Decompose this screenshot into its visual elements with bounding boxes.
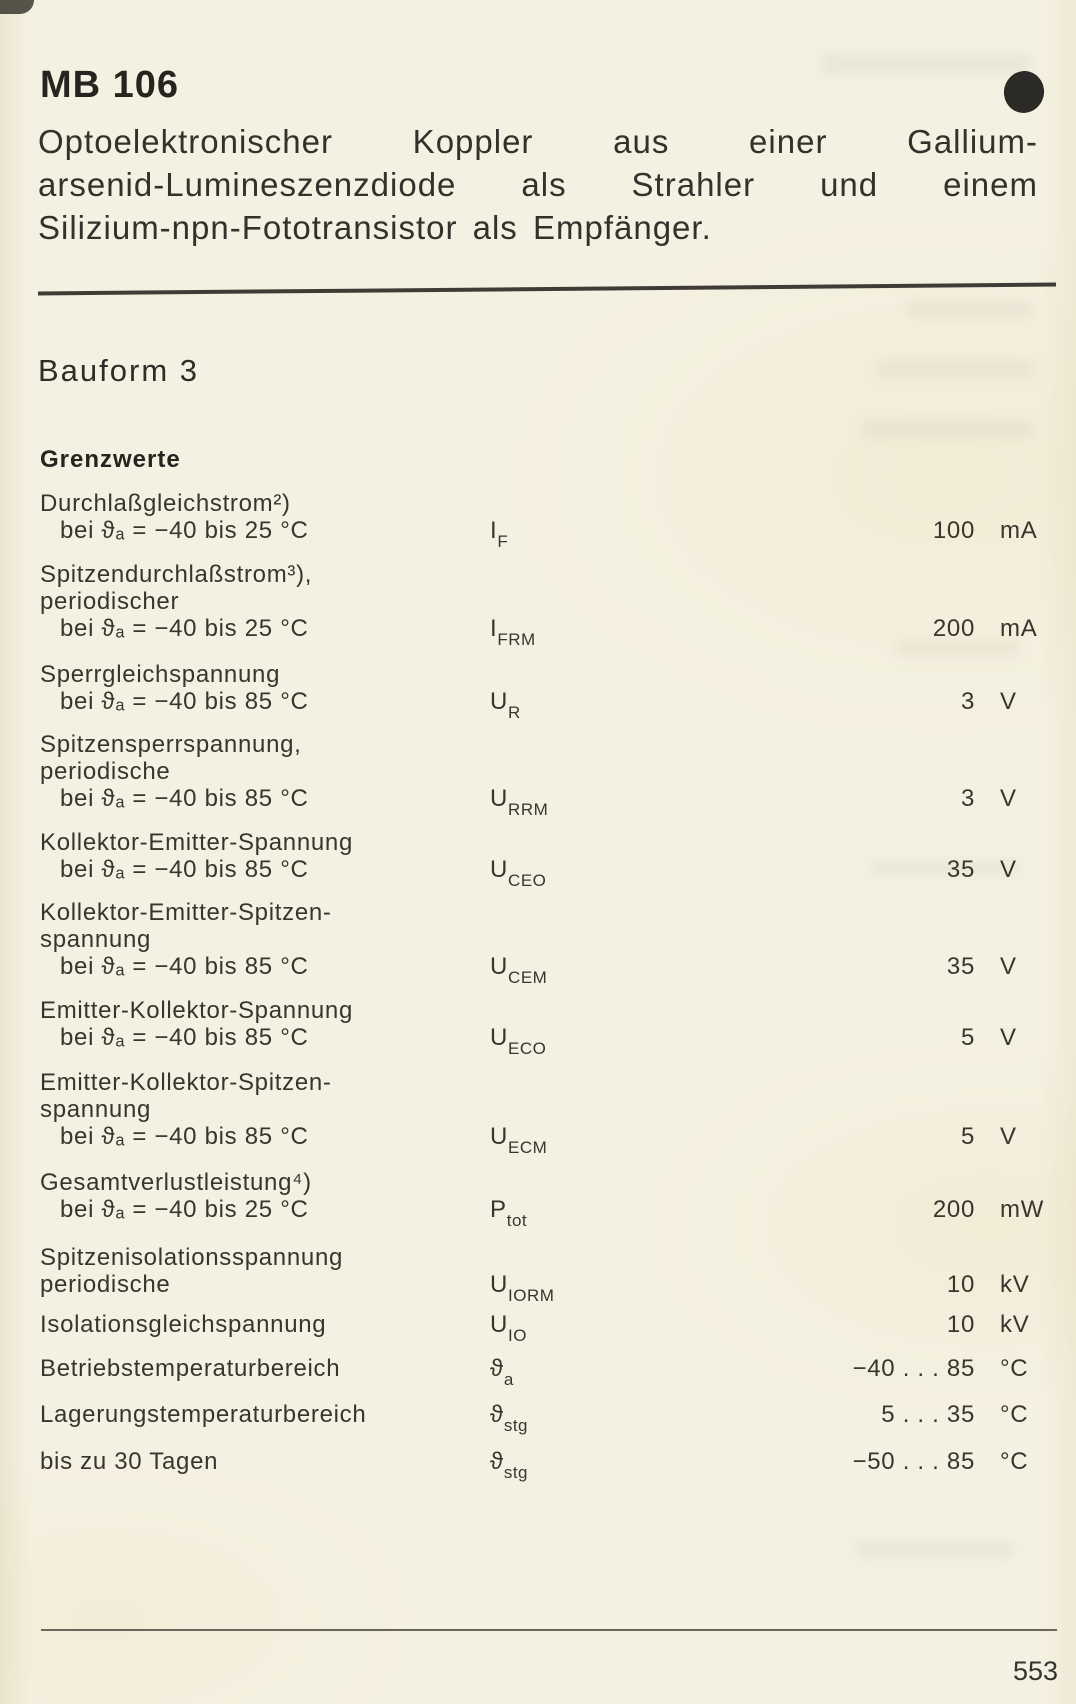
limit-row xyxy=(40,1169,1045,1230)
symbol-subscript: F xyxy=(497,532,509,551)
symbol-base: U xyxy=(490,856,509,883)
limit-row xyxy=(40,561,1040,649)
description-line: Silizium-npn-Fototransistor als Empfänger. xyxy=(38,209,712,246)
limit-value: 200 xyxy=(932,615,975,642)
limit-value: 100 xyxy=(932,517,975,544)
condition-line: bei ϑₐ = −40 bis 25 °C xyxy=(60,517,309,544)
print-through-smudge xyxy=(820,52,1030,76)
parameter-line: Emitter-Kollektor-Spitzen- xyxy=(40,1069,332,1096)
limit-row xyxy=(40,1448,1040,1482)
limit-row xyxy=(40,1355,1040,1389)
symbol xyxy=(490,953,548,987)
limit-unit: V xyxy=(1000,688,1017,715)
limit-row xyxy=(40,661,1040,722)
limit-value: 10 xyxy=(946,1271,975,1298)
parameter-line: Betriebstemperaturbereich xyxy=(40,1355,341,1382)
symbol-subscript: stg xyxy=(503,1463,529,1482)
limit-value: 3 xyxy=(960,688,975,715)
parameter-line: spannung xyxy=(40,1096,152,1123)
limit-value: 5 . . . 35 xyxy=(881,1401,975,1428)
limit-value: 35 xyxy=(946,953,975,980)
symbol xyxy=(490,688,521,722)
print-through-smudge xyxy=(875,360,1035,378)
symbol xyxy=(490,785,549,819)
print-through-smudge xyxy=(860,420,1035,438)
limit-unit: kV xyxy=(1000,1311,1030,1338)
symbol xyxy=(490,1401,529,1435)
symbol-subscript: CEM xyxy=(508,968,548,987)
limit-unit: mA xyxy=(1000,615,1038,642)
condition-line: bei ϑₐ = −40 bis 85 °C xyxy=(60,785,309,812)
description-line: arsenid-Lumineszenzdiode als Strahler und einem xyxy=(38,166,1038,203)
parameter-line: Spitzendurchlaßstrom³), xyxy=(40,561,313,588)
limit-unit: °C xyxy=(1000,1448,1029,1475)
parameter-line: spannung xyxy=(40,926,152,953)
limit-row xyxy=(40,829,1040,890)
symbol-base: ϑ xyxy=(490,1448,504,1475)
symbol-subscript: FRM xyxy=(497,630,536,649)
symbol-base: I xyxy=(490,615,498,642)
limit-row xyxy=(40,731,1040,819)
parameter-line: Emitter-Kollektor-Spannung xyxy=(40,997,354,1024)
symbol-base: U xyxy=(490,1123,509,1150)
symbol xyxy=(490,1024,547,1058)
symbol xyxy=(490,1311,527,1345)
limit-unit: kV xyxy=(1000,1271,1030,1298)
limit-unit: V xyxy=(1000,856,1017,883)
parameter-line: Lagerungstemperaturbereich xyxy=(40,1401,367,1428)
symbol xyxy=(490,1271,555,1305)
limit-row xyxy=(40,997,1040,1058)
condition-line: bei ϑₐ = −40 bis 85 °C xyxy=(60,1024,309,1051)
symbol-base: U xyxy=(490,1024,509,1051)
symbol-base: ϑ xyxy=(490,1401,504,1428)
limit-row xyxy=(40,1401,1040,1435)
limit-unit: V xyxy=(1000,1123,1017,1150)
limit-value: 35 xyxy=(946,856,975,883)
limit-value: 10 xyxy=(946,1311,975,1338)
print-through-smudge xyxy=(855,1540,1015,1558)
symbol xyxy=(490,856,547,890)
symbol xyxy=(490,615,536,649)
limit-unit: °C xyxy=(1000,1355,1029,1382)
symbol-base: P xyxy=(490,1196,507,1223)
limit-value: 5 xyxy=(960,1024,975,1051)
symbol-subscript: tot xyxy=(506,1211,528,1230)
limit-unit: V xyxy=(1000,785,1017,812)
limit-value: −50 . . . 85 xyxy=(852,1448,975,1475)
condition-line: bei ϑₐ = −40 bis 85 °C xyxy=(60,856,309,883)
bauform-heading: Bauform 3 xyxy=(38,353,200,388)
symbol xyxy=(490,1448,529,1482)
parameter-line: periodische xyxy=(40,758,171,785)
symbol-subscript: ECO xyxy=(508,1039,547,1058)
parameter-line: Isolationsgleichspannung xyxy=(40,1311,327,1338)
page-number: 553 xyxy=(1012,1656,1058,1686)
limit-row xyxy=(40,490,1040,551)
parameter-line: periodischer xyxy=(40,588,180,615)
grenzwerte-heading: Grenzwerte xyxy=(40,446,181,473)
limit-unit: °C xyxy=(1000,1401,1029,1428)
limit-row xyxy=(40,1244,1040,1305)
limit-row xyxy=(40,1311,1040,1345)
symbol-subscript: IO xyxy=(508,1326,527,1345)
parameter-line: Spitzensperrspannung, xyxy=(40,731,302,758)
product-description xyxy=(38,120,1038,249)
symbol-subscript: CEO xyxy=(508,871,547,890)
symbol-base: U xyxy=(490,785,509,812)
limit-unit: mW xyxy=(1000,1196,1045,1223)
limit-unit: mA xyxy=(1000,517,1038,544)
symbol-base: U xyxy=(490,1311,509,1338)
symbol-base: ϑ xyxy=(490,1355,504,1382)
parameter-line: Kollektor-Emitter-Spannung xyxy=(40,829,354,856)
page-title: MB 106 xyxy=(40,64,180,106)
parameter-line: Gesamtverlustleistung⁴) xyxy=(40,1169,312,1196)
limit-value: 200 xyxy=(932,1196,975,1223)
limit-value: 5 xyxy=(960,1123,975,1150)
symbol xyxy=(490,1196,528,1230)
condition-line: bei ϑₐ = −40 bis 85 °C xyxy=(60,1123,309,1150)
symbol-base: U xyxy=(490,953,509,980)
print-through-smudge xyxy=(895,640,1020,656)
parameter-line: Spitzenisolationsspannung xyxy=(40,1244,344,1271)
condition-line: bei ϑₐ = −40 bis 85 °C xyxy=(60,688,309,715)
parameter-line: Kollektor-Emitter-Spitzen- xyxy=(40,899,332,926)
symbol-subscript: a xyxy=(503,1370,514,1389)
limit-row xyxy=(40,1069,1040,1157)
symbol-subscript: stg xyxy=(503,1416,529,1435)
limit-unit: V xyxy=(1000,1024,1017,1051)
limit-unit: V xyxy=(1000,953,1017,980)
symbol-base: U xyxy=(490,688,509,715)
parameter-line: bis zu 30 Tagen xyxy=(40,1448,219,1475)
scan-artifact-corner xyxy=(0,0,34,14)
limit-value: 3 xyxy=(960,785,975,812)
footer-divider xyxy=(41,1629,1057,1631)
symbol xyxy=(490,1355,514,1389)
symbol-subscript: ECM xyxy=(508,1138,548,1157)
symbol-subscript: RRM xyxy=(508,800,549,819)
limit-value: −40 . . . 85 xyxy=(852,1355,975,1382)
symbol-base: U xyxy=(490,1271,509,1298)
symbol xyxy=(490,517,509,551)
symbol-base: I xyxy=(490,517,498,544)
limit-row xyxy=(40,899,1040,987)
print-through-smudge xyxy=(905,300,1035,318)
condition-line: bei ϑₐ = −40 bis 25 °C xyxy=(60,1196,309,1223)
symbol-subscript: R xyxy=(508,703,521,722)
symbol xyxy=(490,1123,548,1157)
description-line: Optoelektronischer Koppler aus einer Gallium- xyxy=(38,123,1038,160)
condition-line: bei ϑₐ = −40 bis 85 °C xyxy=(60,953,309,980)
condition-line: bei ϑₐ = −40 bis 25 °C xyxy=(60,615,309,642)
header-divider xyxy=(38,283,1056,296)
parameter-line: Durchlaßgleichstrom²) xyxy=(40,490,291,517)
symbol-subscript: IORM xyxy=(508,1286,555,1305)
parameter-line: Sperrgleichspannung xyxy=(40,661,281,688)
parameter-line: periodische xyxy=(40,1271,171,1298)
